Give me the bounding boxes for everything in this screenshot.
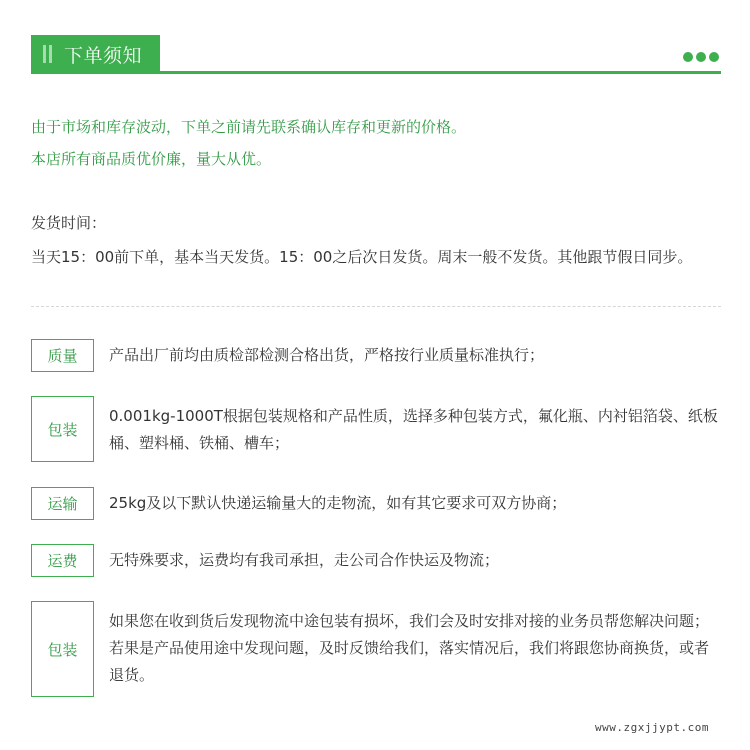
tag-quality: 质量 [31,339,94,372]
header-bars-icon [43,45,52,63]
notice-line: 本店所有商品质优价廉，量大从优。 [31,150,272,168]
more-dots-icon [683,52,719,62]
header-underline [31,71,721,74]
notice-line: 由于市场和库存波动，下单之前请先联系确认库存和更新的价格。 [31,118,467,136]
tag-packaging: 包装 [31,396,94,462]
section-header-tab [31,35,160,73]
shipping-label: 发货时间： [31,214,107,232]
section-title: 下单须知 [64,44,143,67]
watermark: www.zgxjjypt.com [595,721,709,734]
item-text-freight: 无特殊要求，运费均有我司承担，走公司合作快运及物流； [109,551,500,569]
item-text-quality: 产品出厂前均由质检部检测合格出货，严格按行业质量标准执行； [109,346,545,364]
tag-transport: 运输 [31,487,94,520]
item-text-packaging-damage: 如果您在收到货后发现物流中途包装有损坏，我们会及时安排对接的业务员帮您解决问题；若果是产品使用途中发现问题，及时反馈给我们，落实情况后，我们将跟您协商换货，或者退货。 [109,612,710,684]
tag-freight: 运费 [31,544,94,577]
shipping-text: 当天15：00前下单，基本当天发货。15：00之后次日发货。周末一般不发货。其他跟节假日同步。 [31,248,693,266]
item-text-packaging: 0.001kg-1000T根据包装规格和产品性质，选择多种包装方式，氟化瓶、内衬铝箔袋、纸板桶、塑料桶、铁桶、槽车； [109,407,718,452]
tag-packaging-damage: 包装 [31,601,94,697]
item-text-transport: 25kg及以下默认快递运输量大的走物流，如有其它要求可双方协商； [109,494,567,512]
dashed-divider [31,306,721,307]
